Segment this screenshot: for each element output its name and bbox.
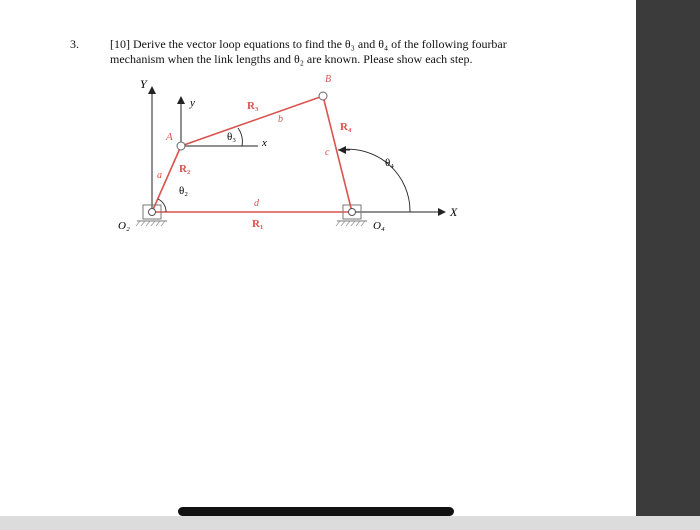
- label-theta4: θ₄: [385, 157, 395, 169]
- label-B: B: [325, 74, 332, 85]
- theta4-arc: [338, 149, 410, 212]
- label-a: a: [157, 170, 162, 181]
- label-O4: O₄: [373, 220, 385, 232]
- label-d: d: [254, 198, 259, 209]
- label-R4: R₄: [340, 121, 352, 133]
- pin-A: [177, 142, 185, 150]
- question-line-2: mechanism when the link lengths and θ₂ are known. Please show each step.: [110, 52, 473, 66]
- label-R1: R₁: [252, 218, 264, 230]
- label-A: A: [166, 131, 173, 143]
- label-R2: R₂: [179, 163, 191, 175]
- theta3-arc: [238, 128, 242, 146]
- label-theta2: θ₂: [179, 185, 189, 197]
- question-number: 3.: [70, 37, 79, 51]
- ground-pivot-O2: [136, 205, 167, 226]
- global-y-label: Y: [140, 77, 147, 91]
- question-line-1: [10] Derive the vector loop equations to find the θ₃ and θ₄ of the following fourbar: [110, 37, 507, 51]
- bottom-bar: [0, 516, 700, 530]
- label-c: c: [325, 147, 330, 158]
- pin-B: [319, 92, 327, 100]
- ground-pivot-O4: [336, 205, 367, 226]
- label-O2: O₂: [118, 220, 130, 232]
- right-side-panel: [636, 0, 700, 516]
- horizontal-scroll-thumb[interactable]: [178, 507, 454, 516]
- local-x-label: x: [262, 137, 267, 149]
- label-b: b: [278, 114, 283, 125]
- global-x-label: X: [450, 205, 458, 219]
- label-R3: R₃: [247, 100, 259, 112]
- local-y-label: y: [190, 97, 195, 109]
- label-theta3: θ₃: [227, 131, 237, 143]
